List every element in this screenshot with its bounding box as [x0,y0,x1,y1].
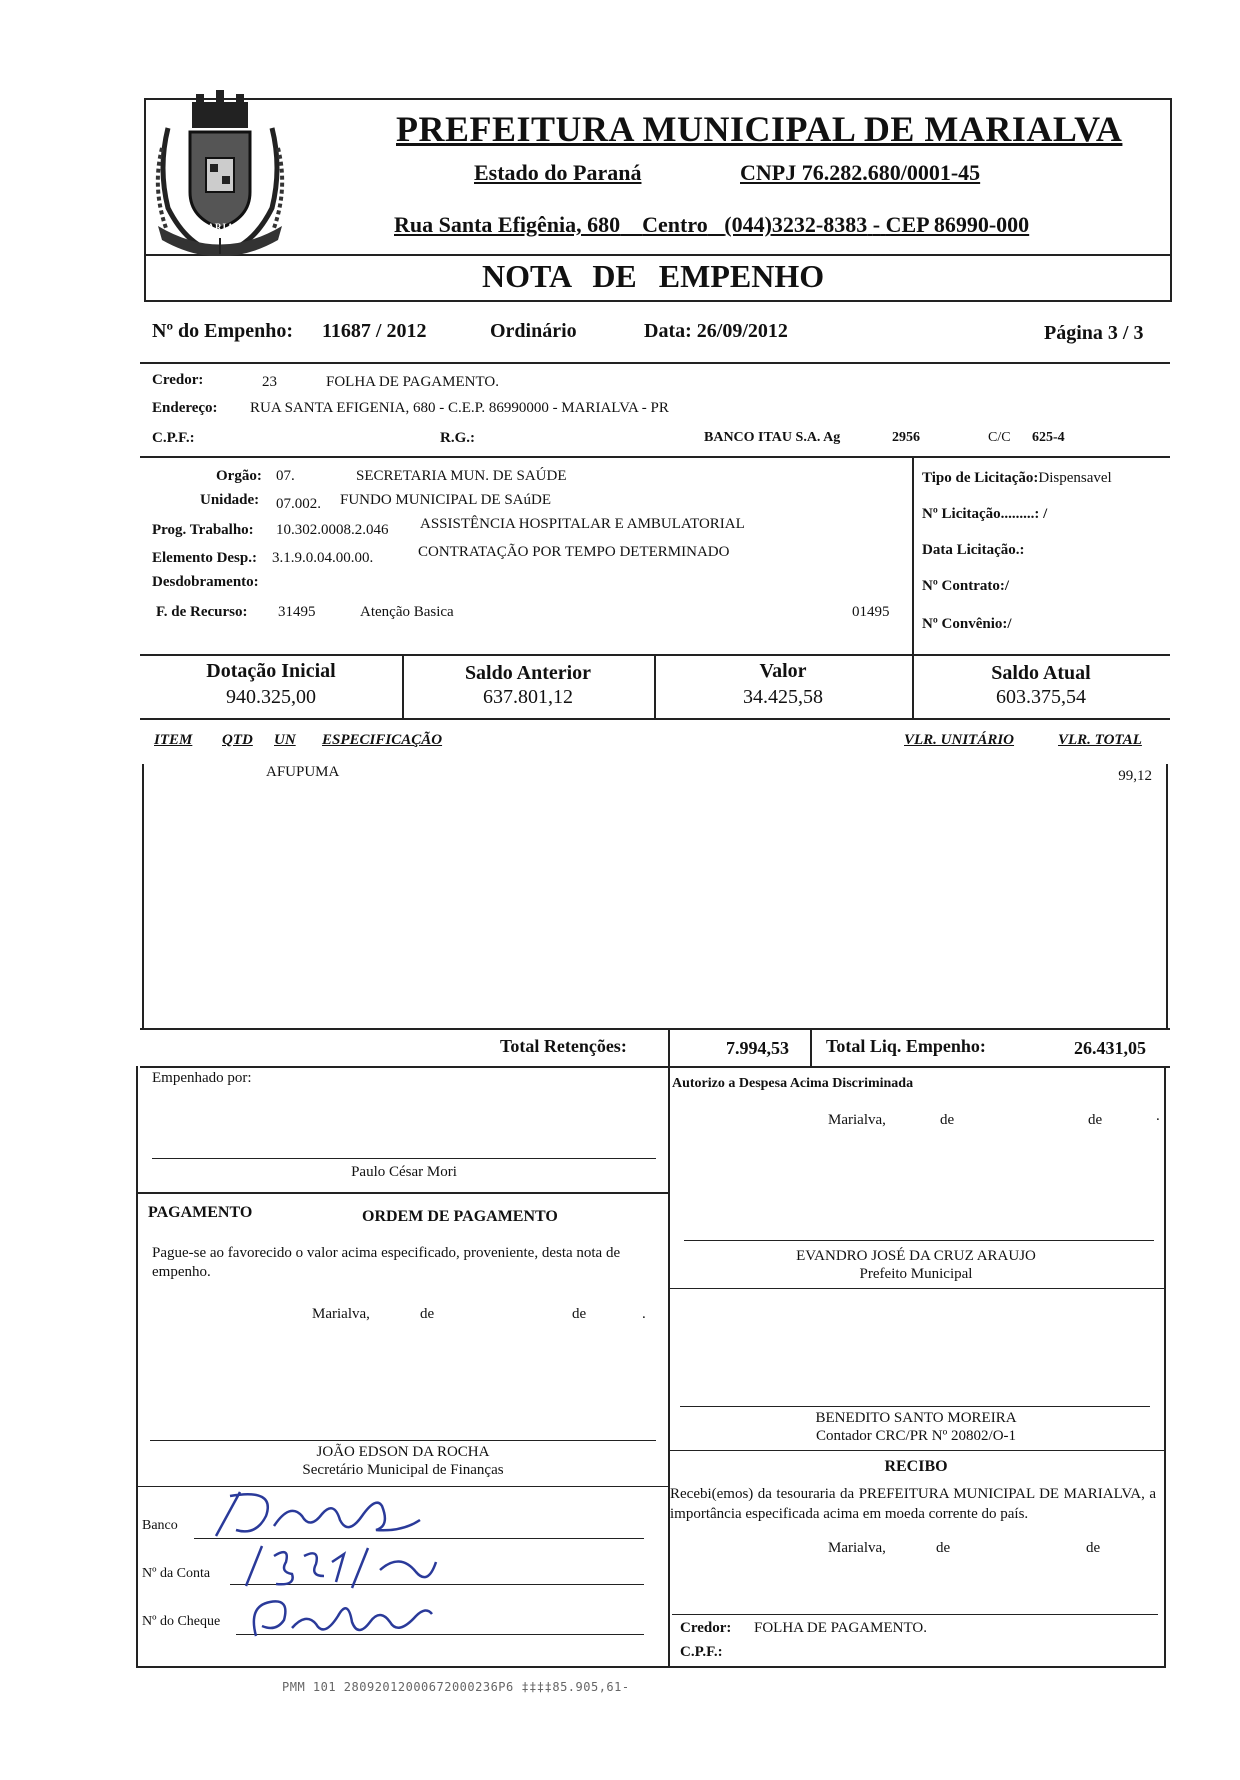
header-cep: CEP 86990-000 [885,212,1030,237]
banco-agencia: 2956 [892,430,920,445]
header-address [394,212,1029,238]
prefeito-signature-line [684,1240,1154,1241]
recibo-credor-label: Credor: [680,1620,732,1636]
secretario-signature-line [150,1440,656,1441]
conta-handwriting [240,1542,440,1590]
col-unit: VLR. UNITÁRIO [904,732,1015,748]
recibo-de2: de [1086,1540,1101,1556]
footer-code: PMM 101 28092012000672000236P6 ‡‡‡‡85.905,61- [282,1680,630,1694]
prefeito-divider [668,1288,1164,1289]
autorizo-de1: de [940,1112,955,1128]
header-phone: (044)3232-8383 [724,212,868,237]
page-number: Página 3 / 3 [1044,322,1144,344]
ordem-label: ORDEM DE PAGAMENTO [362,1208,558,1225]
credor-label: Credor: [152,372,204,388]
valor-value: 34.425,58 [743,686,823,708]
autorizo-label: Autorizo a Despesa Acima Discriminada [672,1076,914,1091]
anterior-value: 637.801,12 [483,686,573,708]
bottom-left-border [136,1066,138,1666]
cheque-handwriting [246,1592,436,1642]
licitacao-num: Nº Licitação.........: / [922,506,1048,522]
empenhado-label: Empenhado por: [152,1070,252,1086]
pagamento-label: PAGAMENTO [148,1204,253,1221]
cpf-label: C.P.F.: [152,430,195,446]
recurso-extra: 01495 [852,604,890,620]
prog-code: 10.302.0008.2.046 [276,522,389,538]
recibo-text: Recebi(emos) da tesouraria da PREFEITURA MUNICIPAL DE MARIALVA, a importância especificada acima em moeda corrente do país. [670,1486,1156,1522]
saldos-bottom [140,718,1170,720]
credor-name: FOLHA DE PAGAMENTO. [326,374,499,390]
autorizo-de2: de [1088,1112,1103,1128]
dotacao-label: Dotação Inicial [206,660,336,682]
prefeito-name: EVANDRO JOSÉ DA CRUZ ARAUJO [796,1248,1036,1264]
atual-value: 603.375,54 [996,686,1086,708]
bottom-end [136,1666,1166,1668]
totals-bottom [140,1066,1170,1068]
col-total: VLR. TOTAL [1058,732,1142,748]
page-title: PREFEITURA MUNICIPAL DE MARIALVA [396,109,1123,149]
elemento-name: CONTRATAÇÃO POR TEMPO DETERMINADO [418,544,730,560]
cc-label: C/C [988,430,1011,445]
header-state: Estado do Paraná [474,160,642,185]
empenho-type: Ordinário [490,320,577,342]
banco-handwriting [206,1486,426,1542]
contador-role: Contador CRC/PR Nº 20802/O-1 [815,1428,1017,1444]
items-right-border [1166,764,1168,1028]
licitacao-divider [912,456,914,654]
empenhado-signature-line [152,1158,656,1159]
cc-value: 625-4 [1032,430,1065,445]
atual-label: Saldo Atual [991,662,1091,684]
header-cnpj: CNPJ 76.282.680/0001-45 [740,160,981,185]
header-street: Rua Santa Efigênia, 680 [394,212,621,237]
orgao-name: SECRETARIA MUN. DE SAÚDE [356,468,567,484]
empenhado-name: Paulo César Mori [351,1164,457,1180]
row-total: 99,12 [1118,768,1152,784]
contador-divider [668,1450,1164,1451]
header-sep: - [872,212,881,237]
col-qtd: QTD [222,732,253,748]
liquido-value: 26.431,05 [1074,1038,1146,1058]
dotacao-value: 940.325,00 [226,686,316,708]
orgao-code: 07. [276,468,295,484]
empenho-divider [140,362,1170,364]
endereco-value: RUA SANTA EFIGENIA, 680 - C.E.P. 86990000 - MARIALVA - PR [250,400,669,416]
elemento-label: Elemento Desp.: [152,550,257,566]
contador-signature-line [680,1406,1150,1407]
header-district: Centro [642,212,708,237]
conta-label: Nº da Conta [142,1566,211,1581]
secretario-role: Secretário Municipal de Finanças [302,1462,504,1478]
valor-label: Valor [759,660,807,682]
unidade-code: 07.002. [276,496,321,512]
bottom-right-border [1164,1066,1166,1666]
pagamento-city: Marialva, [312,1306,370,1322]
col-item: ITEM [154,732,193,748]
pagamento-text: Pague-se ao favorecido o valor acima especificado, proveniente, desta nota de empenho. [152,1245,621,1280]
licitacao-tipo-value: Dispensavel [1038,470,1112,486]
items-left-border [142,764,144,1028]
secretario-name: JOÃO EDSON DA ROCHA [316,1444,490,1460]
desdobramento-label: Desdobramento: [152,574,259,590]
cheque-label: Nº do Cheque [142,1614,221,1629]
totals-top [140,1028,1170,1030]
elemento-code: 3.1.9.0.04.00.00. [272,550,374,566]
recibo-cpf-label: C.P.F.: [680,1644,723,1660]
prog-name: ASSISTÊNCIA HOSPITALAR E AMBULATORIAL [420,516,745,532]
pagamento-top [136,1192,668,1194]
banco-name: BANCO ITAU S.A. Ag [704,430,841,445]
unidade-label: Unidade: [200,492,260,508]
prog-label: Prog. Trabalho: [152,522,254,538]
licitacao-data: Data Licitação.: [922,542,1025,558]
pagamento-de1: de [420,1306,435,1322]
banco-label: Banco [142,1518,178,1533]
recurso-name: Atenção Basica [360,604,454,620]
recibo-title: RECIBO [884,1458,948,1475]
licitacao-convenio: Nº Convênio:/ [922,616,1012,632]
liquido-label: Total Liq. Empenho: [826,1036,986,1056]
table-row [142,764,1166,788]
empenho-date: Data: 26/09/2012 [644,320,788,342]
totals-sep-2 [810,1028,812,1066]
autorizo-city: Marialva, [828,1112,886,1128]
prefeito-role: Prefeito Municipal [859,1266,973,1282]
credor-code: 23 [262,374,277,390]
autorizo-dot: . [1156,1108,1160,1124]
retencoes-value: 7.994,53 [726,1038,789,1058]
recurso-label: F. de Recurso: [156,604,248,620]
unidade-name: FUNDO MUNICIPAL DE SAúDE [340,492,551,508]
retencoes-label: Total Retenções: [500,1036,627,1056]
licitacao-tipo-label: Tipo de Licitação: [922,470,1039,486]
orgao-label: Orgão: [216,468,262,484]
endereco-label: Endereço: [152,400,218,416]
licitacao-contrato: Nº Contrato:/ [922,578,1010,594]
rg-label: R.G.: [440,430,475,446]
contador-name: BENEDITO SANTO MOREIRA [815,1410,1017,1426]
row-espec: AFUPUMA [266,764,340,780]
header-divider [144,254,1172,256]
empenho-number: 11687 / 2012 [322,320,427,342]
col-espec: ESPECIFICAÇÃO [322,732,443,748]
recibo-city: Marialva, [828,1540,886,1556]
pagamento-de2: de [572,1306,587,1322]
empenho-number-label: Nº do Empenho: [152,320,294,342]
licitacao-tipo [922,470,1112,487]
coat-of-arms-text: MARIALVA [198,222,255,232]
recibo-signature-line [672,1614,1158,1615]
bottom-middle-border [668,1066,670,1666]
totals-sep-1 [668,1028,670,1066]
recibo-de1: de [936,1540,951,1556]
document-title: NOTA DE EMPENHO [482,258,825,294]
anterior-label: Saldo Anterior [464,662,592,684]
pagamento-dot: . [642,1306,646,1322]
col-un: UN [274,732,296,748]
credor-divider [140,456,1170,458]
recurso-code: 31495 [278,604,316,620]
recibo-credor-value: FOLHA DE PAGAMENTO. [754,1620,927,1636]
